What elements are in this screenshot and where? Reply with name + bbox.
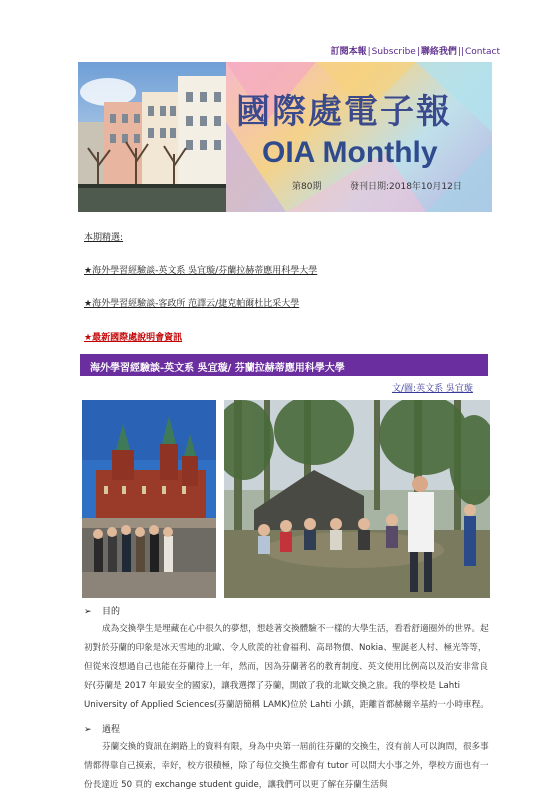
publish-date: 發刊日期:2018年10月12日 (350, 182, 462, 192)
contact-link-en[interactable]: Contact (464, 47, 500, 57)
contact-link-zh[interactable]: 聯絡我們 (420, 47, 457, 57)
newsletter-title-zh: 國際處電子報 (236, 92, 452, 132)
banner-title-panel (226, 62, 492, 212)
toc-item-czech[interactable]: ★海外學習經驗談-客政所 范譯云/捷克帕爾杜比采大學 (84, 299, 300, 309)
section-process-text (84, 738, 494, 795)
section-process-label: 過程 (102, 725, 121, 735)
article-byline: 文/圖:英文系 吳宜璇 (392, 384, 473, 394)
subscribe-link-en[interactable]: Subscribe (371, 47, 416, 57)
toc-item-finland[interactable]: ★海外學習經驗談-英文系 吳宜璇/芬蘭拉赫蒂應用科學大學 (84, 266, 318, 276)
section-purpose-label: 目的 (102, 607, 121, 617)
section-process-heading (84, 722, 120, 735)
toc-item-info-session[interactable]: ★最新國際處說明會資訊 (84, 333, 183, 343)
section-process-paragraph: 芬蘭交換的資訊在網路上的資料有限，身為中央第一屆前往芬蘭的交換生，沒有前人可以詢問，很多事情都得靠自己摸索，幸好，校方很積極，除了每位交換生都會有 tutor 可以問大小事之外，學校方面也有一份長達近 50 頁的 exchange student guide，讓我們可以更了解在芬蘭生活與 (84, 742, 489, 790)
toc-heading: 本期精選: (84, 233, 124, 243)
section-purpose-paragraph: 成為交換學生是埋藏在心中很久的夢想，想趁著交換體驗不一樣的大學生活，看看舒適圈外的世界。起初對於芬蘭的印象是冰天雪地的北歐、令人欣羨的社會福利、高昂物價、Nokia、聖誕老人村、極光等等，但從來沒想過自己也能在芬蘭待上一年，然而，因為芬蘭著名的教育制度、英文使用比例高以及治安非常良好(芬蘭是 2017 年最安全的國家)，讓我選擇了芬蘭，開啟了我的北歐交換之旅。我的學校是 Lahti University of Applied Sciences(芬蘭語簡稱 LAMK)位於 Lahti 小鎮，距離首都赫爾辛基約一小時車程。 (84, 624, 489, 710)
subscribe-link-zh[interactable]: 訂閱本報 (330, 47, 367, 57)
section-purpose-text (84, 620, 494, 715)
banner-street-photo (78, 62, 226, 212)
section-purpose-heading (84, 604, 120, 617)
arrow-bullet-icon: ➢ (84, 607, 92, 617)
top-links: 訂閱本報|Subscribe|聯絡我們||Contact (330, 47, 500, 57)
article-title: 海外學習經驗談-英文系 吳宜璇/ 芬蘭拉赫蒂應用科學大學 (90, 363, 345, 374)
arrow-bullet-icon: ➢ (84, 725, 92, 735)
newsletter-banner (78, 62, 492, 212)
forest-gathering-photo (224, 400, 490, 598)
newsletter-title-en: OIA Monthly (262, 136, 438, 169)
church-group-photo (82, 400, 216, 598)
issue-number: 第80期 (292, 182, 322, 192)
